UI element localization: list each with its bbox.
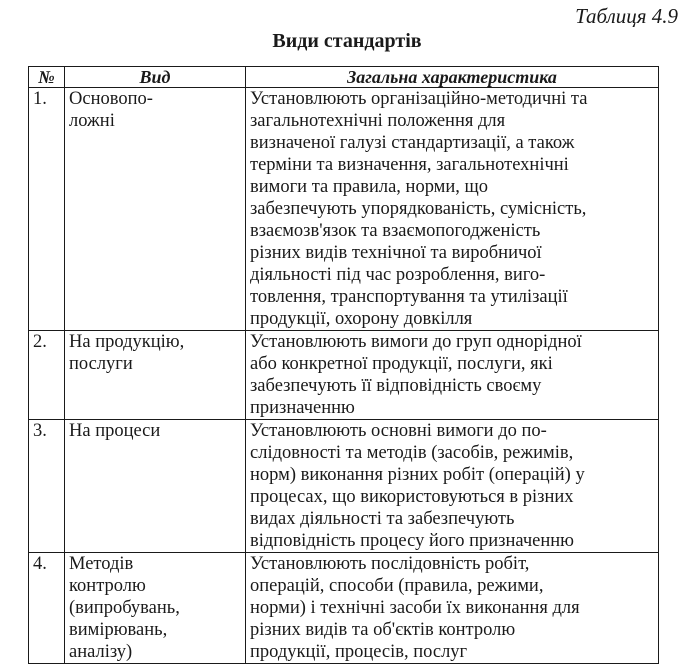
row-description: Установлюють основні вимоги до по- слідовності та методів (засобів, режимів, норм) виконання різних робіт (операцій) у процесах, що використовуються в різних видах діяльності та забезпечують відповідність процесу його призначенню: [246, 420, 659, 553]
table-row: [29, 88, 659, 331]
standards-table: [28, 66, 659, 664]
header-description: Загальна характеристика: [246, 67, 659, 88]
table-number-label: Таблиця 4.9: [575, 4, 678, 28]
row-number: 2.: [29, 331, 65, 420]
row-number: 4.: [29, 553, 65, 664]
row-number: 1.: [29, 88, 65, 331]
row-description: Установлюють організаційно-методичні та загальнотехнічні положення для визначеної галузі стандартизації, а також терміни та визначення, загальнотехнічні вимоги та правила, норми, що забезпечують упорядкованість, сумісність, взаємозв'язок та взаємопогодженість різних видів технічної та виробничої діяльності під час розроблення, виго- товлення, транспортування та утилізації продукції, охорону довкілля: [246, 88, 659, 331]
row-kind: Основопо- ложні: [65, 88, 246, 331]
row-number: 3.: [29, 420, 65, 553]
row-description: Установлюють вимоги до груп однорідної або конкретної продукції, послуги, які забезпечують її відповідність своєму призначенню: [246, 331, 659, 420]
row-kind: На продукцію, послуги: [65, 331, 246, 420]
table-row: [29, 331, 659, 420]
row-description: Установлюють послідовність робіт, операцій, способи (правила, режими, норми) і технічні засоби їх виконання для різних видів та об'єктів контролю продукції, процесів, послуг: [246, 553, 659, 664]
header-kind: Вид: [65, 67, 246, 88]
row-kind: Методів контролю (випробувань, вимірювань, аналізу): [65, 553, 246, 664]
table-body: [29, 88, 659, 664]
row-kind: На процеси: [65, 420, 246, 553]
table-row: [29, 420, 659, 553]
header-row: [29, 67, 659, 88]
table-title: Види стандартів: [272, 30, 422, 52]
header-num: №: [29, 67, 65, 88]
